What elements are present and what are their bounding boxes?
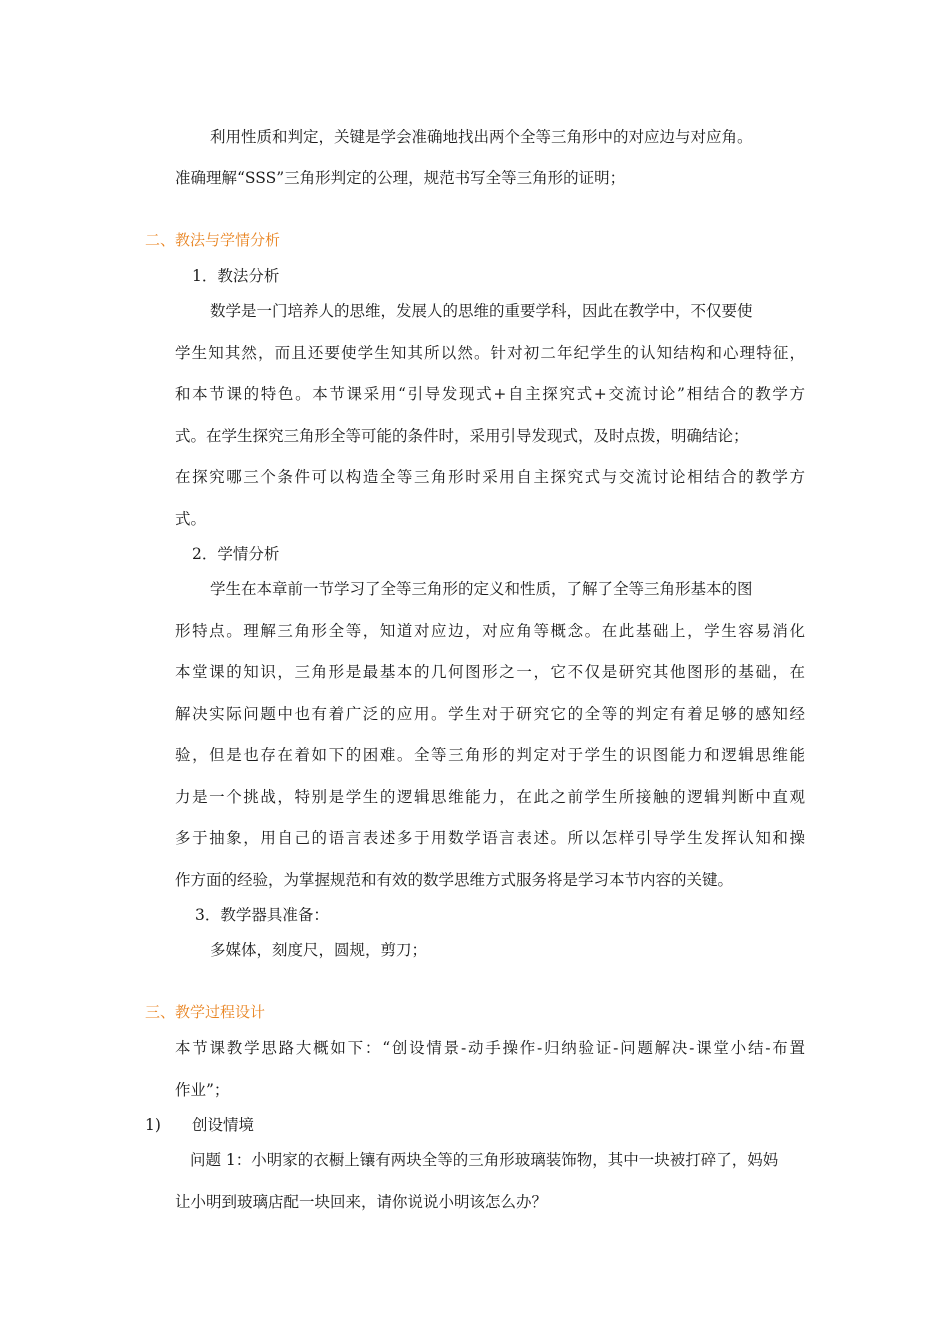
paragraph-2-line: 解决实际问题中也有着广泛的应用。学生对于研究它的全等的判定有着足够的感知经 bbox=[175, 705, 805, 723]
paragraph-2-line: 学生在本章前一节学习了全等三角形的定义和性质，了解了全等三角形基本的图 bbox=[210, 580, 753, 598]
subsection-2-title: 2．学情分析 bbox=[192, 545, 280, 563]
paragraph-1-line: 学生知其然，而且还要使学生知其所以然。针对初二年纪学生的认知结构和心理特征， bbox=[175, 344, 805, 362]
outline-line-2: 作业”； bbox=[175, 1081, 230, 1099]
section-2-heading: 二、教法与学情分析 bbox=[145, 231, 281, 249]
paragraph-2-line: 验，但是也存在着如下的困难。全等三角形的判定对于学生的识图能力和逻辑思维能 bbox=[175, 746, 805, 764]
step-1-number: 1) bbox=[145, 1116, 161, 1134]
question-1-line-2: 让小明到玻璃店配一块回来，请你说说小明该怎么办？ bbox=[175, 1193, 548, 1211]
equipment-list: 多媒体，刻度尺，圆规，剪刀； bbox=[210, 941, 428, 959]
paragraph-2-line: 多于抽象，用自己的语言表述多于用数学语言表述。所以怎样引导学生发挥认知和操 bbox=[175, 829, 805, 847]
intro-line-1: 利用性质和判定，关键是学会准确地找出两个全等三角形中的对应边与对应角。 bbox=[210, 128, 753, 146]
paragraph-1-line: 和本节课的特色。本节课采用“引导发现式+自主探究式+交流讨论”相结合的教学方 bbox=[175, 385, 805, 403]
subsection-3-title: 3．教学器具准备： bbox=[195, 906, 329, 924]
section-3-heading: 三、教学过程设计 bbox=[145, 1003, 266, 1021]
paragraph-2-line: 作方面的经验，为掌握规范和有效的数学思维方式服务将是学习本节内容的关键。 bbox=[175, 871, 734, 889]
paragraph-2-line: 本堂课的知识，三角形是最基本的几何图形之一，它不仅是研究其他图形的基础，在 bbox=[175, 663, 805, 681]
paragraph-1-line: 式。在学生探究三角形全等可能的条件时，采用引导发现式，及时点拨，明确结论； bbox=[175, 427, 749, 445]
paragraph-2-line: 形特点。理解三角形全等，知道对应边，对应角等概念。在此基础上，学生容易消化 bbox=[175, 622, 805, 640]
subsection-1-title: 1．教法分析 bbox=[192, 267, 280, 285]
paragraph-1-line: 数学是一门培养人的思维，发展人的思维的重要学科，因此在教学中，不仅要使 bbox=[210, 302, 753, 320]
outline-line-1: 本节课教学思路大概如下：“创设情景-动手操作-归纳验证-问题解决-课堂小结-布置 bbox=[175, 1039, 805, 1057]
paragraph-2-line: 力是一个挑战，特别是学生的逻辑思维能力，在此之前学生所接触的逻辑判断中直观 bbox=[175, 788, 805, 806]
step-1-title: 创设情境 bbox=[192, 1116, 255, 1134]
paragraph-1-line: 在探究哪三个条件可以构造全等三角形时采用自主探究式与交流讨论相结合的教学方 bbox=[175, 468, 805, 486]
question-1-line-1: 问题 1：小明家的衣橱上镶有两块全等的三角形玻璃装饰物，其中一块被打碎了，妈妈 bbox=[190, 1151, 779, 1169]
intro-line-2: 准确理解“SSS”三角形判定的公理，规范书写全等三角形的证明； bbox=[175, 169, 626, 187]
paragraph-1-line: 式。 bbox=[175, 510, 207, 528]
